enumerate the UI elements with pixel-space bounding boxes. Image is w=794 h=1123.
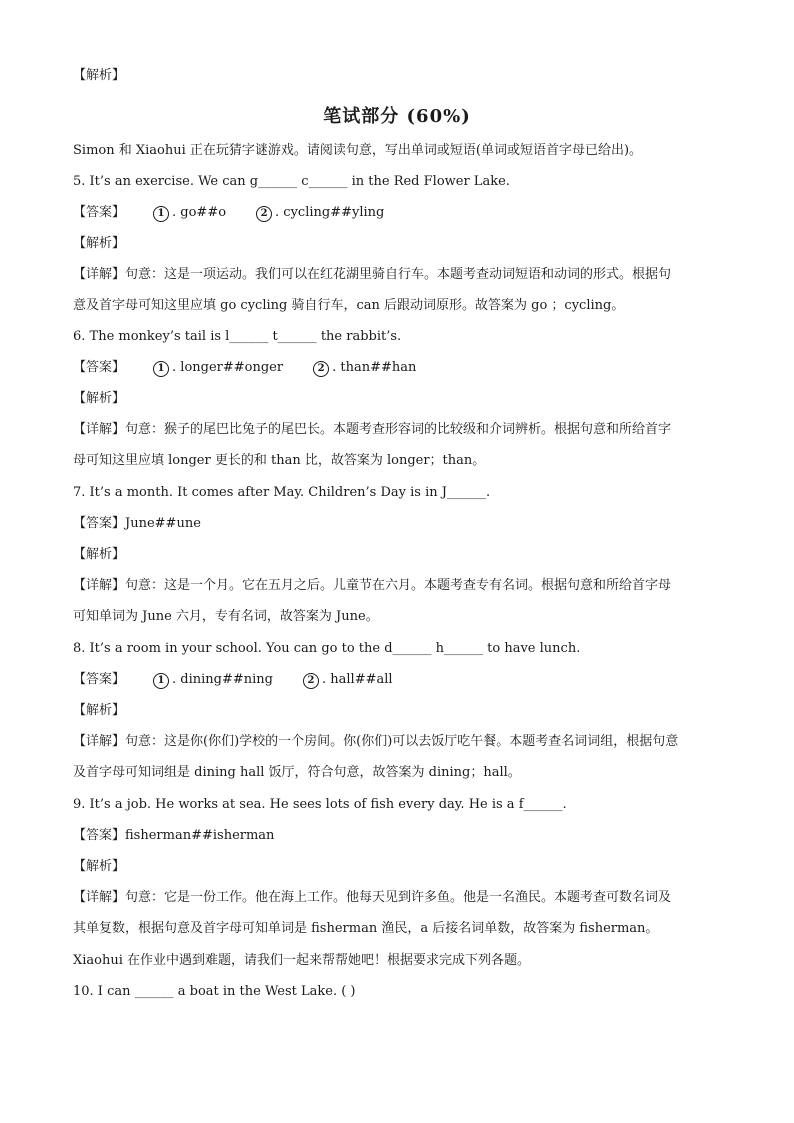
detail-text: 句意：这是你(你们)学校的一个房间。你(你们)可以去饭厅吃午餐。本题考查名词词组，根据句意 [125, 734, 679, 749]
answer-value: fisherman##isherman [125, 828, 275, 843]
answer-value: . dining##ning [172, 672, 273, 687]
instruction-text: Xiaohui 在作业中遇到难题，请我们一起来帮帮她吧！根据要求完成下列各题。 [73, 953, 531, 968]
question-8: 8. It’s a room in your school. You can go to the d______ h______ to have lunch. [73, 641, 581, 656]
detail-text: 句意：猴子的尾巴比兔子的尾巴长。本题考查形容词的比较级和介词辨析。根据句意和所给首字 [125, 422, 672, 437]
detail-line: 母可知这里应填 longer 更长的和 than 比，故答案为 longer；than。 [73, 453, 486, 468]
detail-text: 句意：这是一个月。它在五月之后。儿童节在六月。本题考查专有名词。根据句意和所给首字母 [125, 578, 672, 593]
circled-number: 1 [153, 673, 169, 689]
detail-text: 句意：它是一份工作。他在海上工作。他每天见到许多鱼。他是一名渔民。本题考查可数名词及 [125, 890, 672, 905]
question-7: 7. It’s a month. It comes after May. Children’s Day is in J______. [73, 485, 491, 500]
answer-row-9 [73, 826, 723, 846]
detail-label: 【详解】 [73, 267, 126, 282]
circled-number: 2 [256, 206, 272, 222]
detail-line [73, 576, 723, 596]
detail-line [73, 265, 723, 285]
detail-line: 其单复数，根据句意及首字母可知单词是 fisherman 渔民，a 后接名词单数，故答案为 fisherman。 [73, 921, 659, 936]
detail-line: 及首字母可知词组是 dining hall 饭厅，符合句意，故答案为 dining；hall。 [73, 765, 521, 780]
detail-label: 【详解】 [73, 422, 126, 437]
jiexi-label: 【解析】 [73, 547, 126, 562]
answer-row-8 [73, 670, 723, 690]
answer-value: . than##han [332, 360, 417, 375]
jiexi-label: 【解析】 [73, 236, 126, 251]
answer-value: . go##o [172, 205, 227, 220]
answer-label: 【答案】 [73, 828, 126, 843]
question-10: 10. I can ______ a boat in the West Lake. ( ) [73, 984, 356, 999]
circled-number: 1 [153, 206, 169, 222]
detail-label: 【详解】 [73, 578, 126, 593]
section-title: 笔试部分 (60%) [323, 106, 471, 127]
jiexi-label: 【解析】 [73, 68, 126, 83]
detail-line: 意及首字母可知这里应填 go cycling 骑自行车，can 后跟动词原形。故答案为 go ；cycling。 [73, 298, 625, 313]
jiexi-label: 【解析】 [73, 391, 126, 406]
answer-value: . cycling##yling [275, 205, 385, 220]
question-9: 9. It’s a job. He works at sea. He sees lots of fish every day. He is a f______. [73, 797, 567, 812]
question-6: 6. The monkey’s tail is l______ t______ the rabbit’s. [73, 329, 402, 344]
answer-row-7 [73, 514, 723, 534]
detail-line [73, 420, 723, 440]
jiexi-label: 【解析】 [73, 859, 126, 874]
detail-label: 【详解】 [73, 734, 126, 749]
answer-row-6 [73, 358, 723, 378]
detail-line [73, 732, 723, 752]
answer-row-5 [73, 203, 723, 223]
circled-number: 1 [153, 361, 169, 377]
jiexi-label: 【解析】 [73, 703, 126, 718]
answer-label: 【答案】 [73, 205, 126, 220]
instruction-text: Simon 和 Xiaohui 正在玩猜字谜游戏。请阅读句意，写出单词或短语(单词或短语首字母已给出)。 [73, 143, 643, 158]
circled-number: 2 [313, 361, 329, 377]
answer-label: 【答案】 [73, 672, 126, 687]
answer-label: 【答案】 [73, 516, 126, 531]
answer-label: 【答案】 [73, 360, 126, 375]
answer-value: June##une [125, 516, 201, 531]
circled-number: 2 [303, 673, 319, 689]
detail-line [73, 888, 723, 908]
question-5: 5. It’s an exercise. We can g______ c______ in the Red Flower Lake. [73, 174, 510, 189]
detail-line: 可知单词为 June 六月，专有名词，故答案为 June。 [73, 609, 379, 624]
answer-value: . hall##all [322, 672, 393, 687]
detail-text: 句意：这是一项运动。我们可以在红花湖里骑自行车。本题考查动词短语和动词的形式。根据句 [125, 267, 672, 282]
answer-value: . longer##onger [172, 360, 284, 375]
detail-label: 【详解】 [73, 890, 126, 905]
